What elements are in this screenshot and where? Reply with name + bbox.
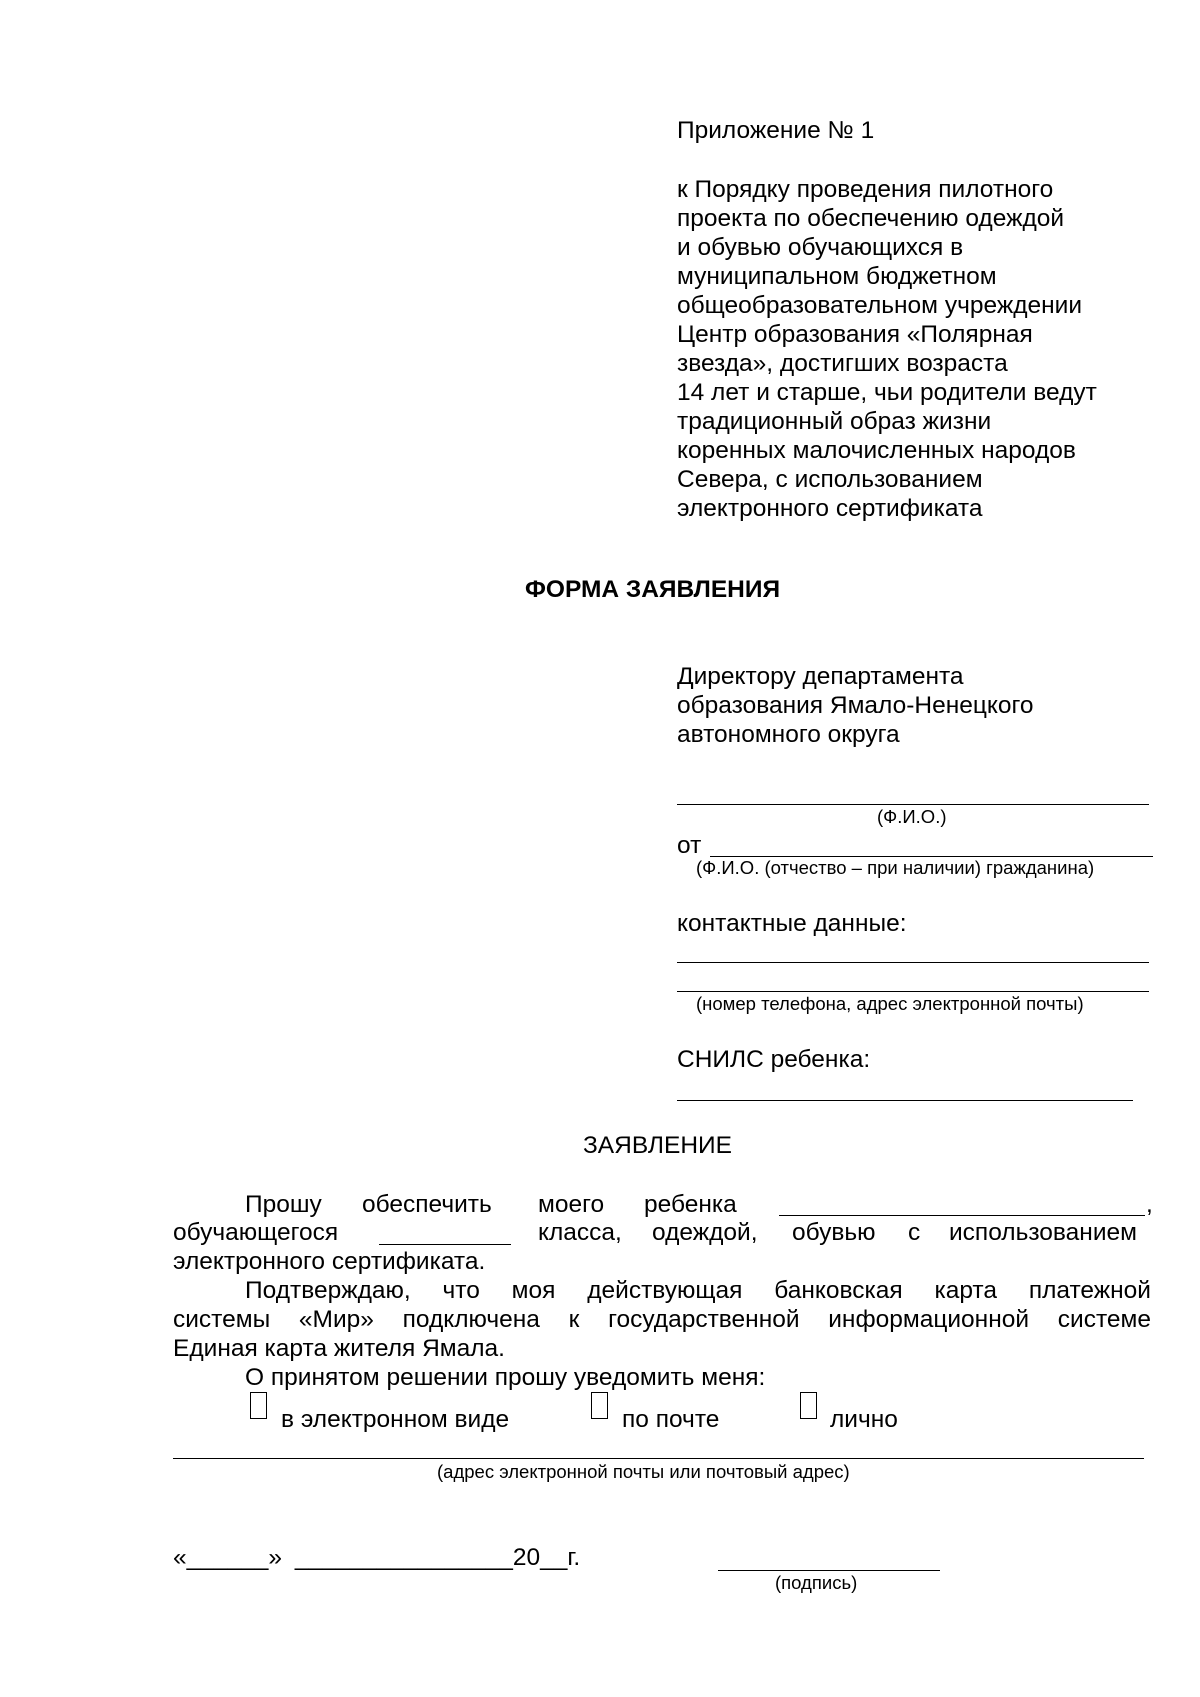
p1-word: обеспечить — [362, 1191, 492, 1218]
year-suffix: г. — [567, 1544, 581, 1571]
option-post-label: по почте — [622, 1406, 720, 1433]
statement-title: ЗАЯВЛЕНИЕ — [583, 1132, 732, 1159]
director-name-line[interactable] — [677, 804, 1149, 805]
signature-caption: (подпись) — [775, 1572, 858, 1593]
p1-word: ребенка — [644, 1191, 737, 1218]
addressee — [677, 662, 1034, 749]
p2-line2: системы «Мир» подключена к государственной информационной системе — [173, 1306, 1151, 1333]
from-caption: (Ф.И.О. (отчество – при наличии) гражданина) — [696, 857, 1095, 878]
description-line: Центр образования «Полярная — [677, 321, 1033, 348]
option-electronic-label: в электронном виде — [281, 1406, 510, 1433]
p1-studying: обучающегося — [173, 1219, 339, 1246]
month-blank[interactable]: ________________ — [294, 1544, 513, 1571]
description-line: проекта по обеспечению одеждой — [677, 205, 1065, 232]
contacts-label: контактные данные: — [677, 910, 907, 937]
p1-word: Прошу — [245, 1191, 322, 1218]
child-name-line[interactable] — [779, 1215, 1145, 1216]
contacts-line-1[interactable] — [677, 962, 1149, 963]
p2-line3: Единая карта жителя Ямала. — [173, 1335, 505, 1362]
p1-word: обувью — [792, 1219, 876, 1246]
appendix-description — [677, 175, 1097, 523]
from-label: от — [677, 832, 702, 859]
p1-comma: , — [1146, 1191, 1153, 1218]
personal-checkbox[interactable] — [800, 1392, 817, 1419]
description-line: к Порядку проведения пилотного — [677, 176, 1054, 203]
p1-line3: электронного сертификата. — [173, 1248, 486, 1275]
p1-word: использованием — [949, 1219, 1137, 1246]
day-blank[interactable]: ______ — [186, 1544, 269, 1571]
description-line: муниципальном бюджетном — [677, 263, 997, 290]
signature-line[interactable] — [718, 1570, 940, 1571]
address-caption: (адрес электронной почты или почтовый адрес) — [437, 1461, 850, 1482]
description-line: Севера, с использованием — [677, 466, 983, 493]
snils-label: СНИЛС ребенка: — [677, 1046, 871, 1073]
date-field — [173, 1543, 580, 1572]
year-blank[interactable]: __ — [540, 1544, 568, 1571]
class-line[interactable] — [379, 1244, 511, 1245]
description-line: электронного сертификата — [677, 495, 983, 522]
description-line: общеобразовательном учреждении — [677, 292, 1083, 319]
appendix-number: Приложение № 1 — [677, 117, 875, 144]
open-quote: « — [173, 1544, 187, 1571]
description-line: коренных малочисленных народов — [677, 437, 1076, 464]
description-line: звезда», достигших возраста — [677, 350, 1008, 377]
year-prefix: 20 — [512, 1544, 541, 1571]
p2-line1: Подтверждаю, что моя действующая банковская карта платежной — [245, 1277, 1151, 1304]
electronic-checkbox[interactable] — [250, 1392, 267, 1419]
addressee-line: автономного округа — [677, 721, 900, 748]
p1-word: моего — [538, 1191, 605, 1218]
addressee-line: Директору департамента — [677, 663, 964, 690]
description-line: традиционный образ жизни — [677, 408, 992, 435]
form-title: ФОРМА ЗАЯВЛЕНИЯ — [525, 576, 781, 603]
snils-line[interactable] — [677, 1100, 1133, 1101]
description-line: 14 лет и старше, чьи родители ведут — [677, 379, 1097, 406]
contacts-caption: (номер телефона, адрес электронной почты) — [696, 993, 1084, 1014]
addressee-line: образования Ямало-Ненецкого — [677, 692, 1034, 719]
contacts-line-2[interactable] — [677, 991, 1149, 992]
fio-caption: (Ф.И.О.) — [877, 806, 947, 827]
p1-word: одеждой, — [652, 1219, 758, 1246]
close-quote: » — [268, 1544, 283, 1571]
option-personal-label: лично — [830, 1406, 898, 1433]
p1-word: с — [908, 1219, 921, 1246]
post-checkbox[interactable] — [591, 1392, 608, 1419]
notify-text: О принятом решении прошу уведомить меня: — [245, 1364, 766, 1391]
p1-word: класса, — [538, 1219, 622, 1246]
address-line[interactable] — [173, 1458, 1144, 1459]
description-line: и обувью обучающихся в — [677, 234, 964, 261]
